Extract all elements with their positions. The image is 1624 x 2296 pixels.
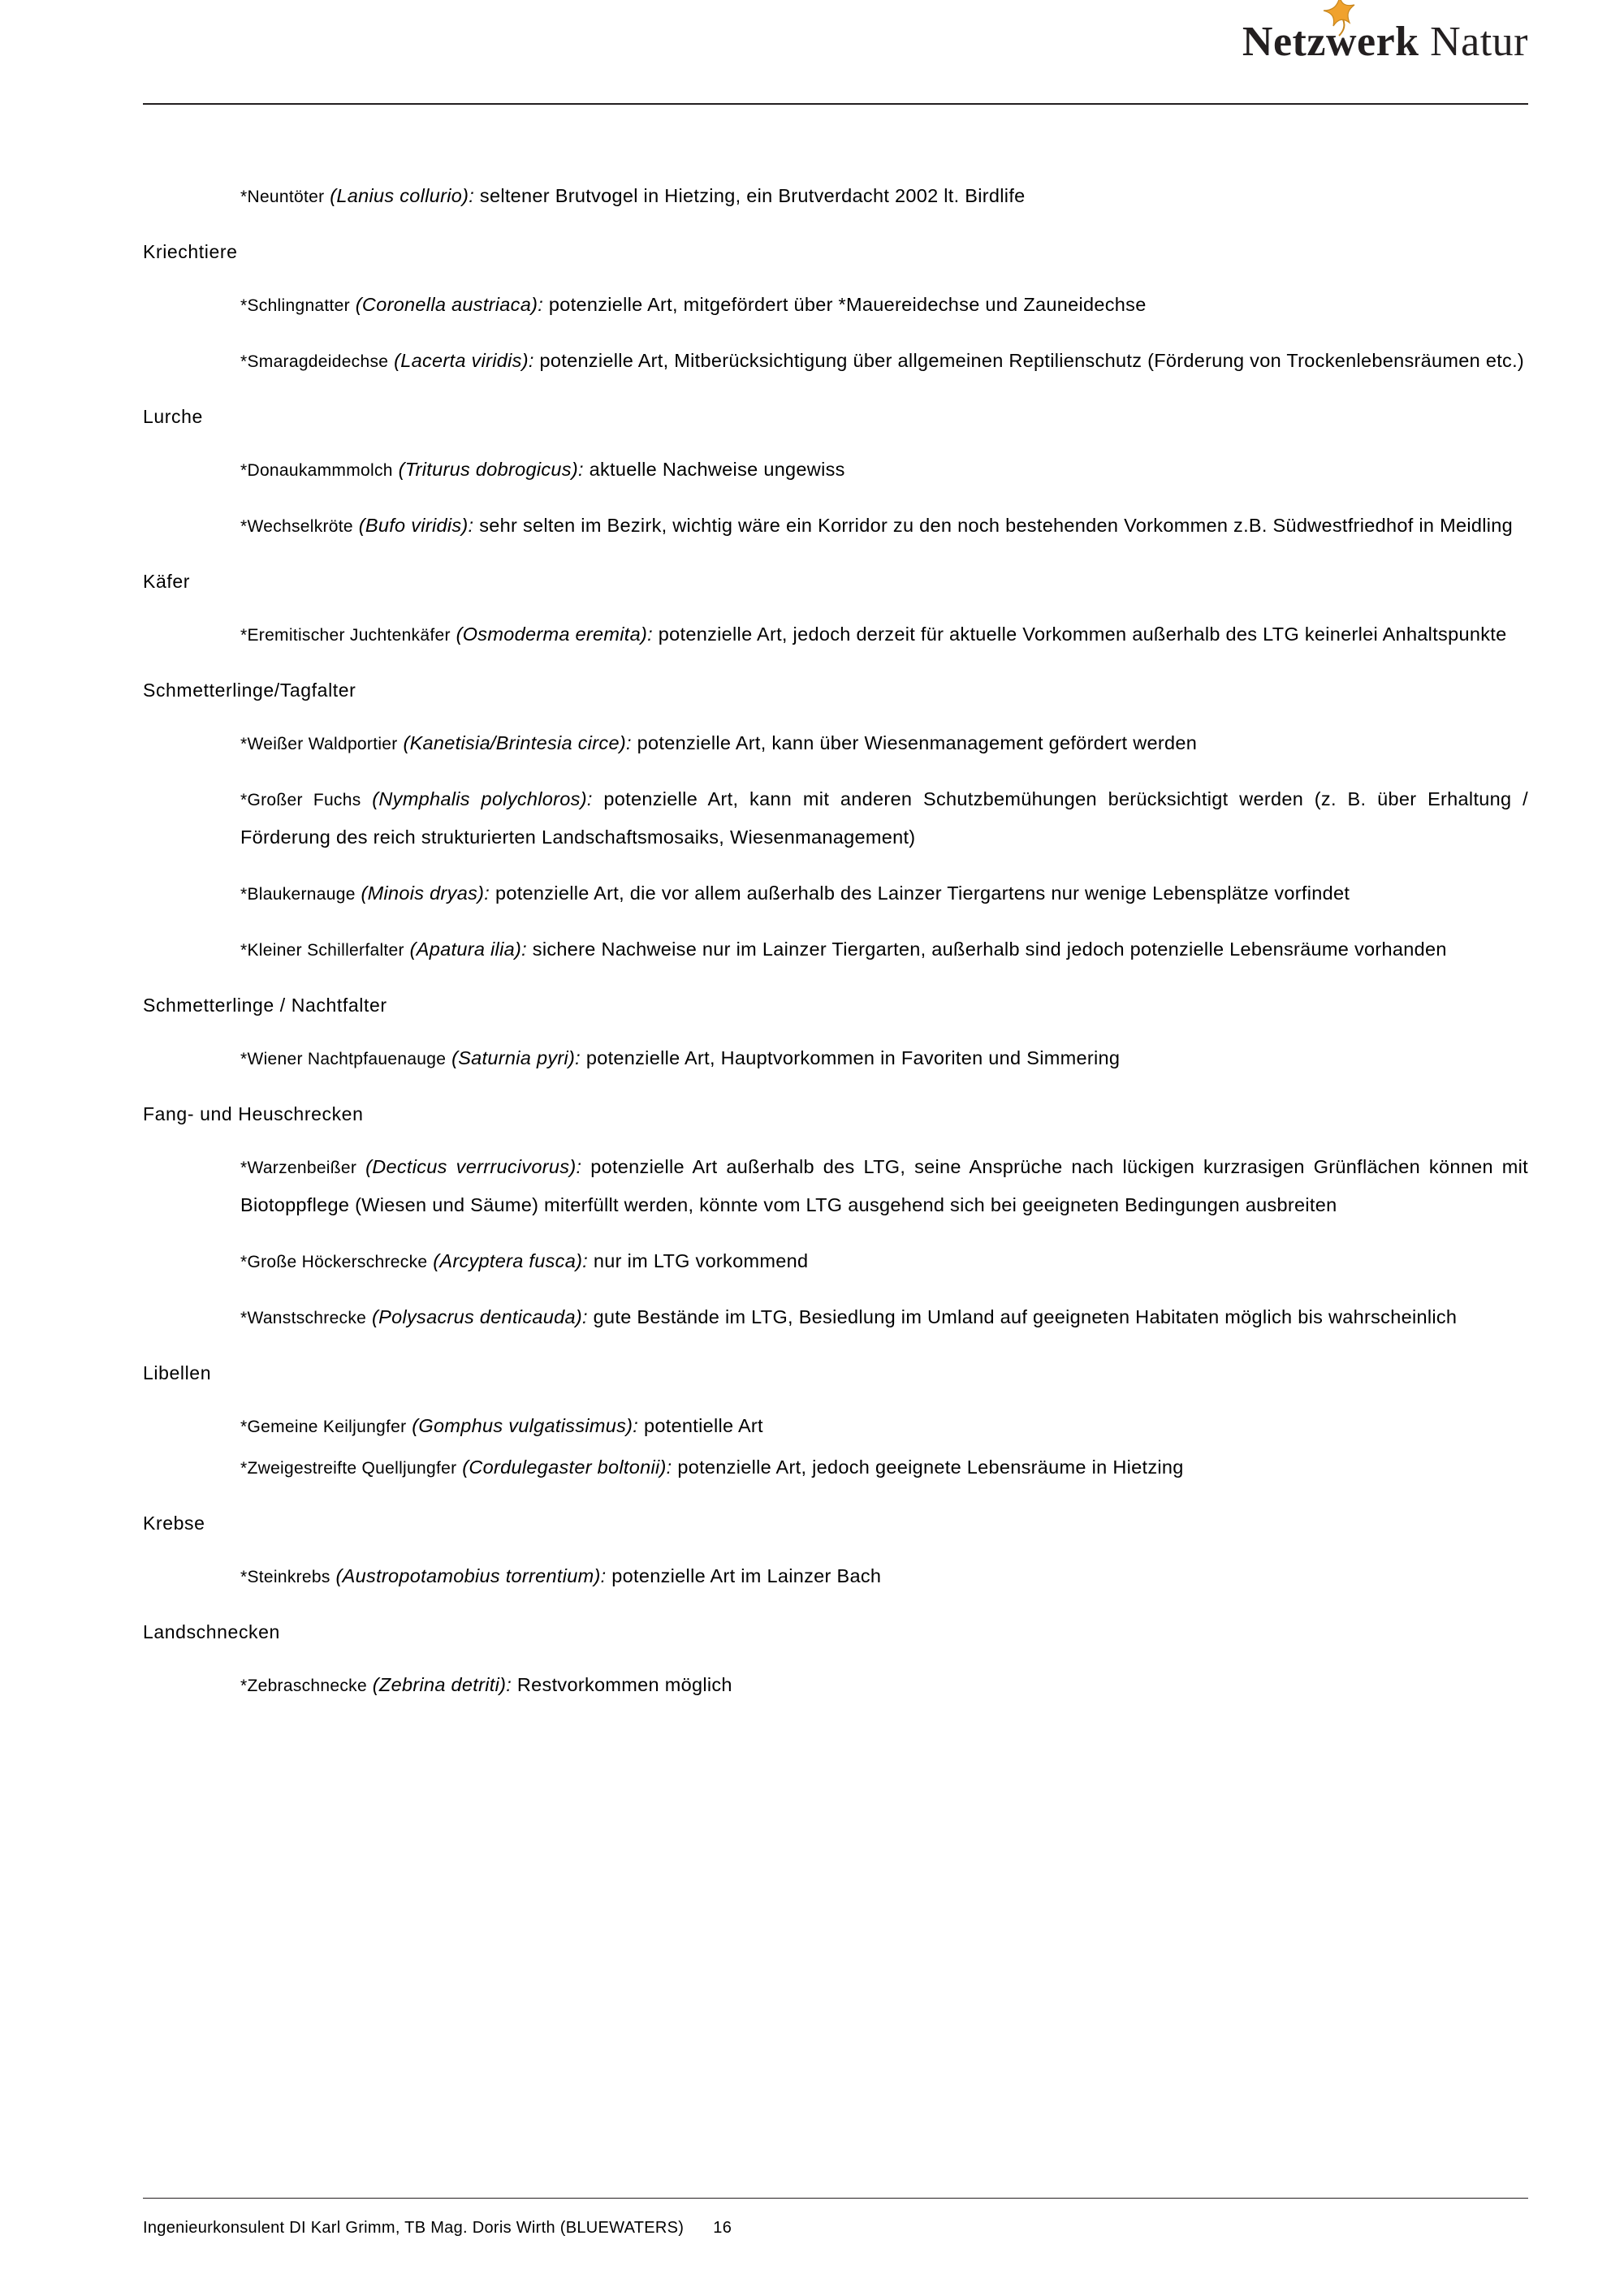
species-description: potenzielle Art, kann über Wiesenmanagement gefördert werden [637,732,1198,753]
species-description: aktuelle Nachweise ungewiss [589,459,845,480]
logo-text-secondary: Natur [1430,19,1528,65]
species-description: sehr selten im Bezirk, wichtig wäre ein Korridor zu den noch bestehenden Vorkommen z.B. Südwestfriedhof in Meidling [479,515,1514,536]
species-entry [240,724,1528,762]
species-scientific-name: (Minois dryas): [361,883,490,904]
species-description: potenzielle Art, jedoch derzeit für aktuelle Vorkommen außerhalb des LTG keinerlei Anhaltspunkte [658,624,1507,645]
species-common-name: *Große Höckerschrecke [240,1253,428,1271]
species-scientific-name: (Kanetisia/Brintesia circe): [403,732,632,753]
section-heading: Kriechtiere [143,241,238,262]
species-scientific-name: (Zebrina detriti): [372,1674,512,1695]
species-description: potenzielle Art, die vor allem außerhalb des Lainzer Tiergartens nur wenige Lebensplätze vorfindet [495,883,1350,904]
species-scientific-name: (Cordulegaster boltonii): [462,1457,672,1478]
species-scientific-name: (Osmoderma eremita): [456,624,653,645]
species-description: potenzielle Art außerhalb des LTG, seine Ansprüche nach lückigen kurzrasigen Grünflächen können mit Biotoppflege (Wiesen und Säume) miterfüllt werden, könnte vom LTG ausgehend sich bei geeigneten Bedingungen ausbreiten [240,1156,1528,1215]
species-scientific-name: (Polysacrus denticauda): [371,1306,588,1327]
logo-text [1242,19,1528,65]
species-common-name: *Wiener Nachtpfauenauge [240,1050,447,1068]
netzwerk-natur-logo [1242,18,1528,66]
document-body [143,177,1528,1704]
species-entry [240,615,1528,654]
species-scientific-name: (Coronella austriaca): [355,294,544,315]
species-entry [240,930,1528,969]
species-common-name: *Schlingnatter [240,296,350,315]
section-heading: Schmetterlinge / Nachtfalter [143,995,387,1016]
species-entry [240,1407,1528,1445]
footer-authors: Ingenieurkonsulent DI Karl Grimm, TB Mag. Doris Wirth (BLUEWATERS) [143,2219,685,2237]
species-common-name: *Wechselkröte [240,517,353,536]
species-common-name: *Neuntöter [240,188,325,206]
species-scientific-name: (Lanius collurio): [330,185,475,206]
header-divider [143,103,1528,105]
section-heading: Landschnecken [143,1621,280,1642]
page-header [0,0,1624,122]
section-heading: Libellen [143,1362,212,1383]
page-footer [143,2219,1528,2238]
species-scientific-name: (Triturus dobrogicus): [398,459,584,480]
species-description: potenzielle Art, jedoch geeignete Lebensräume in Hietzing [677,1457,1184,1478]
species-description: potenzielle Art, kann mit anderen Schutzbemühungen berücksichtigt werden (z. B. über Erhaltung / Förderung des reich strukturierten Landschaftsmosaiks, Wiesenmanagement) [240,788,1528,848]
page-number: 16 [713,2219,732,2237]
species-common-name: *Gemeine Keiljungfer [240,1418,407,1436]
species-entry [240,507,1528,545]
species-scientific-name: (Saturnia pyri): [451,1047,581,1068]
species-description: sichere Nachweise nur im Lainzer Tiergarten, außerhalb sind jedoch potenzielle Lebensräume vorhanden [532,939,1447,960]
species-common-name: *Großer Fuchs [240,791,361,809]
species-scientific-name: (Gomphus vulgatissimus): [412,1415,639,1436]
species-scientific-name: (Austropotamobius torrentium): [335,1565,607,1586]
species-entry [240,1039,1528,1077]
species-description: potentielle Art [643,1415,763,1436]
species-common-name: *Zweigestreifte Quelljungfer [240,1459,457,1478]
species-entry [240,874,1528,913]
species-description: potenzielle Art, Hauptvorkommen in Favoriten und Simmering [585,1047,1121,1068]
species-common-name: *Smaragdeidechse [240,352,389,371]
species-entry [240,1298,1528,1336]
species-description: potenzielle Art, mitgefördert über *Mauereidechse und Zauneidechse [548,294,1147,315]
species-common-name: *Eremitischer Juchtenkäfer [240,626,451,645]
section-heading: Schmetterlinge/Tagfalter [143,680,356,701]
species-description: Restvorkommen möglich [516,1674,732,1695]
species-description: potenzielle Art im Lainzer Bach [611,1565,882,1586]
species-scientific-name: (Lacerta viridis): [394,350,534,371]
species-common-name: *Warzenbeißer [240,1159,357,1177]
species-scientific-name: (Apatura ilia): [409,939,527,960]
species-common-name: *Zebraschnecke [240,1677,367,1695]
star-icon [1319,0,1361,37]
species-description: gute Bestände im LTG, Besiedlung im Umland auf geeigneten Habitaten möglich bis wahrscheinlich [593,1306,1458,1327]
species-scientific-name: (Bufo viridis): [358,515,474,536]
section-heading: Krebse [143,1513,205,1534]
species-entry [240,342,1528,380]
species-description: seltener Brutvogel in Hietzing, ein Brutverdacht 2002 lt. Birdlife [479,185,1026,206]
species-entry [240,1148,1528,1224]
section-heading: Lurche [143,406,203,427]
species-entry [240,1557,1528,1595]
species-entry [240,451,1528,489]
section-heading: Fang- und Heuschrecken [143,1103,364,1124]
species-description: potenzielle Art, Mitberücksichtigung über allgemeinen Reptilienschutz (Förderung von Trockenlebensräumen etc.) [539,350,1525,371]
species-entry [240,177,1528,215]
species-common-name: *Wanstschrecke [240,1309,367,1327]
species-common-name: *Steinkrebs [240,1568,330,1586]
species-common-name: *Donaukammmolch [240,461,393,480]
species-description: nur im LTG vorkommend [593,1250,809,1271]
species-entry [240,1448,1528,1487]
species-entry [240,1242,1528,1280]
footer-divider [143,2198,1528,2199]
species-scientific-name: (Decticus verrrucivorus): [365,1156,582,1177]
species-common-name: *Kleiner Schillerfalter [240,941,404,960]
logo-text-primary: Netzwerk [1242,19,1419,65]
species-entry [240,1666,1528,1704]
species-entry [240,286,1528,324]
species-common-name: *Weißer Waldportier [240,735,398,753]
species-common-name: *Blaukernauge [240,885,356,904]
section-heading: Käfer [143,571,190,592]
species-entry [240,780,1528,857]
species-scientific-name: (Arcyptera fusca): [433,1250,589,1271]
species-scientific-name: (Nymphalis polychloros): [372,788,593,809]
